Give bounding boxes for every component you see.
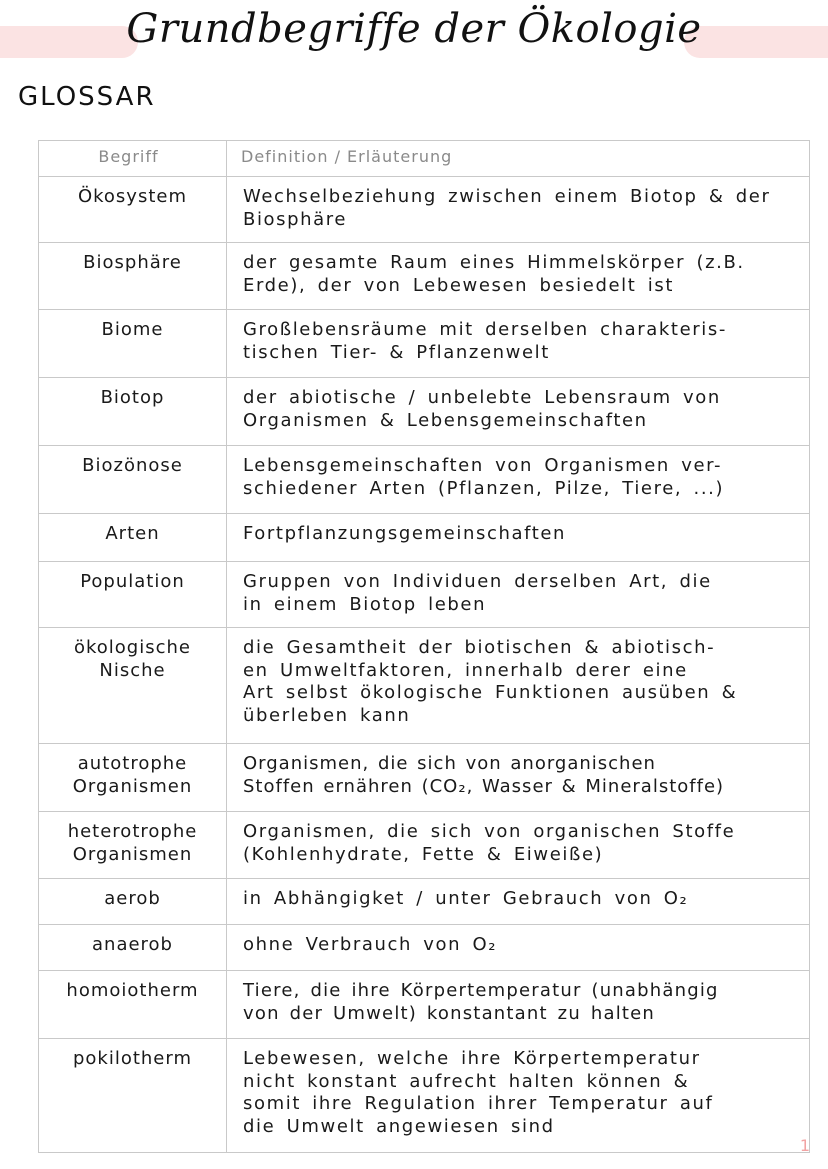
table-row <box>39 243 810 310</box>
table-row <box>39 971 810 1039</box>
definition-cell: Großlebensräume mit derselben charakteris- tischen Tier- & Pflanzenwelt <box>227 310 810 378</box>
definition-cell: Lebensgemeinschaften von Organismen ver- schiedener Arten (Pflanzen, Pilze, Tiere, ...) <box>227 446 810 514</box>
table-row <box>39 744 810 812</box>
table-row <box>39 310 810 378</box>
term-cell: ökologische Nische <box>39 628 227 744</box>
term-cell: Biozönose <box>39 446 227 514</box>
definition-cell: Wechselbeziehung zwischen einem Biotop & der Biosphäre <box>227 177 810 243</box>
definition-cell: in Abhängigket / unter Gebrauch von O₂ <box>227 879 810 925</box>
definition-cell: die Gesamtheit der biotischen & abiotisch- en Umweltfaktoren, innerhalb derer eine Art selbst ökologische Funktionen ausüben & überleben kann <box>227 628 810 744</box>
definition-cell: der gesamte Raum eines Himmelskörper (z.B. Erde), der von Lebewesen besiedelt ist <box>227 243 810 310</box>
definition-cell: Gruppen von Individuen derselben Art, die in einem Biotop leben <box>227 562 810 628</box>
definition-cell: Organismen, die sich von anorganischen Stoffen ernähren (CO₂, Wasser & Mineralstoffe) <box>227 744 810 812</box>
term-cell: homoiotherm <box>39 971 227 1039</box>
glossary-table <box>38 140 810 1153</box>
term-cell: Biome <box>39 310 227 378</box>
table-row <box>39 925 810 971</box>
definition-cell: Lebewesen, welche ihre Körpertemperatur nicht konstant aufrecht halten können & somit ihre Regulation ihrer Temperatur auf die Umwelt angewiesen sind <box>227 1039 810 1153</box>
term-cell: autotrophe Organismen <box>39 744 227 812</box>
term-cell: heterotrophe Organismen <box>39 812 227 879</box>
column-header-definition: Definition / Erläuterung <box>227 141 810 177</box>
page-number: 1 <box>799 1136 810 1155</box>
term-cell: anaerob <box>39 925 227 971</box>
definition-cell: der abiotische / unbelebte Lebensraum von Organismen & Lebensgemeinschaften <box>227 378 810 446</box>
term-cell: Population <box>39 562 227 628</box>
term-cell: Biosphäre <box>39 243 227 310</box>
term-cell: Arten <box>39 514 227 562</box>
table-row <box>39 879 810 925</box>
table-row <box>39 446 810 514</box>
definition-cell: Fortpflanzungsgemeinschaften <box>227 514 810 562</box>
table-row <box>39 514 810 562</box>
term-cell: Biotop <box>39 378 227 446</box>
table-row <box>39 812 810 879</box>
table-row <box>39 562 810 628</box>
table-row <box>39 378 810 446</box>
column-header-term: Begriff <box>39 141 227 177</box>
table-row <box>39 177 810 243</box>
definition-cell: Organismen, die sich von organischen Stoffe (Kohlenhydrate, Fette & Eiweiße) <box>227 812 810 879</box>
section-subtitle: GLOSSAR <box>18 82 156 112</box>
page-title: Grundbegriffe der Ökologie <box>126 6 702 52</box>
term-cell: pokilotherm <box>39 1039 227 1153</box>
definition-cell: Tiere, die ihre Körpertemperatur (unabhängig von der Umwelt) konstantant zu halten <box>227 971 810 1039</box>
table-header-row <box>39 141 810 177</box>
term-cell: Ökosystem <box>39 177 227 243</box>
term-cell: aerob <box>39 879 227 925</box>
table-row <box>39 628 810 744</box>
definition-cell: ohne Verbrauch von O₂ <box>227 925 810 971</box>
table-row <box>39 1039 810 1153</box>
